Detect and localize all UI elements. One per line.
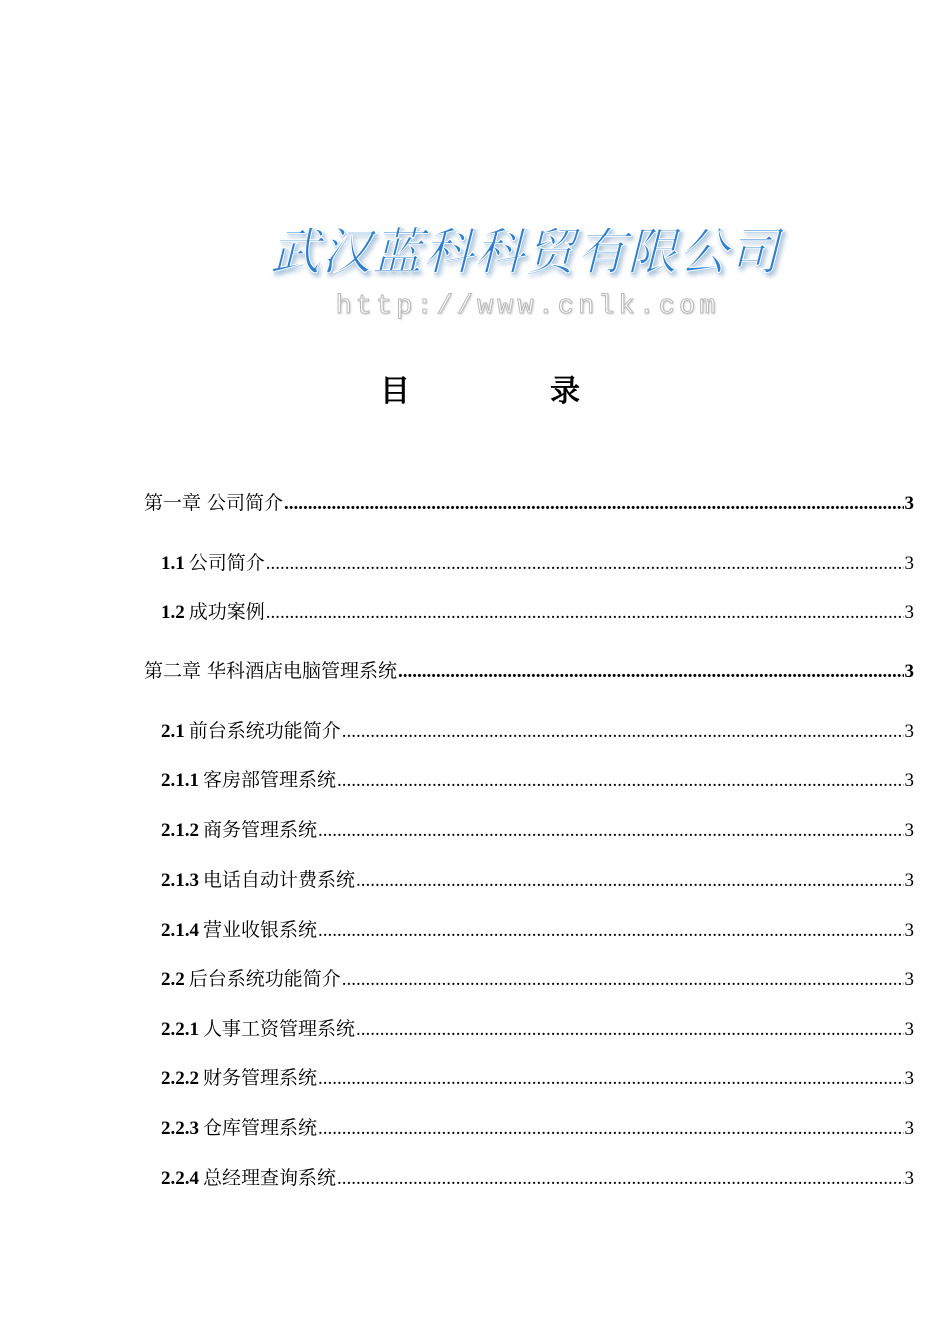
company-logo-title: 武汉蓝科科贸有限公司 <box>270 223 780 281</box>
toc-entry-label: 成功案例 <box>188 601 265 623</box>
toc-entry-number: 1.1 <box>161 553 185 574</box>
toc-entry-1-1[interactable] <box>144 550 914 576</box>
toc-entry-number: 2.1.3 <box>161 870 199 891</box>
toc-entry-page: 3 <box>904 770 914 791</box>
toc-leader-dots <box>266 551 904 577</box>
toc-leader-dots <box>318 1066 903 1092</box>
toc-leader-dots <box>337 1166 903 1192</box>
toc-entry-label: 客房部管理系统 <box>203 769 337 791</box>
toc-entry-page: 3 <box>904 1118 914 1139</box>
toc-leader-dots <box>337 768 903 794</box>
toc-entry-label: 第二章 华科酒店电脑管理系统 <box>144 660 398 682</box>
toc-heading <box>380 366 580 410</box>
toc-leader-dots <box>356 1017 903 1043</box>
toc-leader-dots <box>318 1116 903 1142</box>
toc-entry-chapter-2[interactable] <box>144 658 914 684</box>
toc-entry-2-1-4[interactable] <box>144 917 914 943</box>
toc-entry-2-1-2[interactable] <box>144 817 914 843</box>
toc-entry-label: 总经理查询系统 <box>203 1167 337 1189</box>
toc-entry-label: 财务管理系统 <box>203 1067 318 1089</box>
toc-entry-number: 1.2 <box>161 602 185 623</box>
toc-heading-char-1: 目 <box>380 374 410 409</box>
toc-entry-2-2-4[interactable] <box>144 1165 914 1191</box>
toc-heading-char-2: 录 <box>550 374 580 409</box>
toc-leader-dots <box>342 967 904 993</box>
toc-entry-page: 3 <box>904 493 914 514</box>
toc-entry-label: 前台系统功能简介 <box>188 720 341 742</box>
toc-entry-2-1[interactable] <box>144 718 914 744</box>
toc-entry-number: 2.1.4 <box>161 920 199 941</box>
toc-leader-dots <box>342 719 904 745</box>
toc-entry-number: 2.1.1 <box>161 770 199 791</box>
toc-entry-2-2-3[interactable] <box>144 1115 914 1141</box>
toc-entry-label: 商务管理系统 <box>203 819 318 841</box>
toc-entry-number: 2.2 <box>161 969 185 990</box>
toc-leader-dots <box>398 659 903 685</box>
toc-entry-page: 3 <box>904 721 914 742</box>
toc-entry-page: 3 <box>904 661 914 682</box>
toc-entry-page: 3 <box>904 969 914 990</box>
toc-entry-label: 营业收银系统 <box>203 919 318 941</box>
toc-entry-label: 仓库管理系统 <box>203 1117 318 1139</box>
toc-leader-dots <box>266 600 904 626</box>
toc-entry-2-2-2[interactable] <box>144 1065 914 1091</box>
toc-entry-label: 电话自动计费系统 <box>203 869 356 891</box>
toc-entry-page: 3 <box>904 920 914 941</box>
toc-entry-page: 3 <box>904 820 914 841</box>
toc-entry-page: 3 <box>904 553 914 574</box>
toc-entry-2-1-1[interactable] <box>144 767 914 793</box>
toc-leader-dots <box>356 868 903 894</box>
toc-entry-number: 2.2.3 <box>161 1118 199 1139</box>
toc-leader-dots <box>318 918 903 944</box>
toc-entry-page: 3 <box>904 1168 914 1189</box>
toc-leader-dots <box>318 818 903 844</box>
company-logo-url: http://www.cnlk.com <box>335 292 720 322</box>
toc-entry-label: 人事工资管理系统 <box>203 1018 356 1040</box>
toc-leader-dots <box>284 491 903 517</box>
toc-entry-page: 3 <box>904 1068 914 1089</box>
toc-entry-2-1-3[interactable] <box>144 867 914 893</box>
toc-entry-chapter-1[interactable] <box>144 490 914 516</box>
toc-entry-label: 后台系统功能简介 <box>188 968 341 990</box>
toc-entry-number: 2.2.1 <box>161 1019 199 1040</box>
toc-entry-2-2-1[interactable] <box>144 1016 914 1042</box>
toc-entry-page: 3 <box>904 602 914 623</box>
toc-entry-label: 公司简介 <box>188 552 265 574</box>
toc-entry-page: 3 <box>904 870 914 891</box>
toc-entry-page: 3 <box>904 1019 914 1040</box>
toc-entry-number: 2.2.2 <box>161 1068 199 1089</box>
toc-entry-number: 2.1 <box>161 721 185 742</box>
toc-entry-number: 2.2.4 <box>161 1168 199 1189</box>
toc-entry-2-2[interactable] <box>144 966 914 992</box>
toc-entry-1-2[interactable] <box>144 599 914 625</box>
toc-entry-label: 第一章 公司简介 <box>144 492 284 514</box>
toc-entry-number: 2.1.2 <box>161 820 199 841</box>
